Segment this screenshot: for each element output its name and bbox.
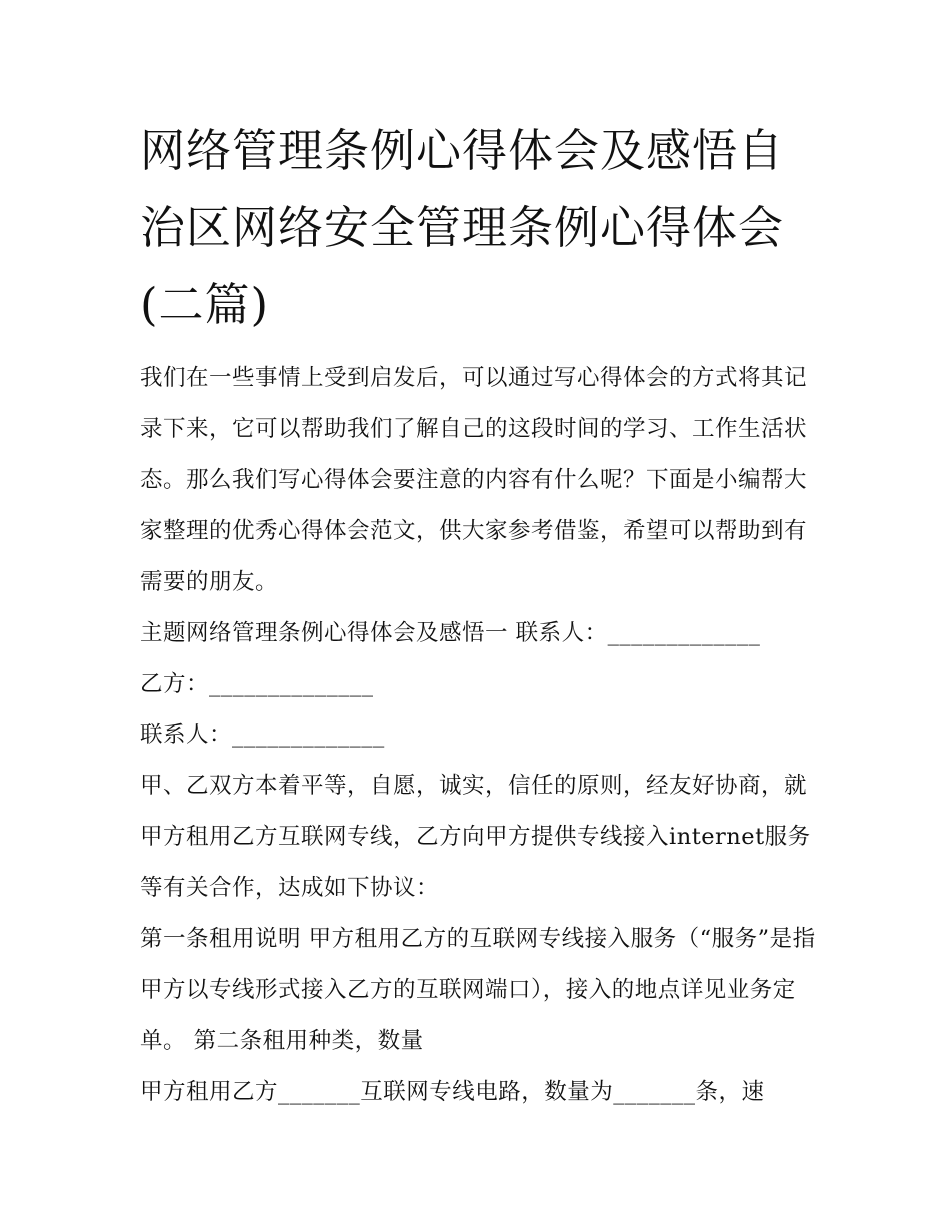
document-page	[140, 112, 820, 1118]
contact-line-2: 联系人：_____________	[140, 722, 385, 748]
article-one-paragraph: 第一条租用说明 甲方租用乙方的互联网专线接入服务（“服务”是指甲方以专线形式接入乙方的互联网端口），接入的地点详见业务定单。 第二条租用种类，数量	[140, 926, 816, 1054]
agreement-paragraph: 甲、乙双方本着平等，自愿，诚实，信任的原则，经友好协商，就甲方租用乙方互联网专线，乙方向甲方提供专线接入internet服务等有关合作，达成如下协议：	[140, 773, 811, 901]
document-title: 网络管理条例心得体会及感悟自治区网络安全管理条例心得体会(二篇)	[140, 124, 785, 331]
party-b-line: 乙方：______________	[140, 671, 374, 697]
intro-paragraph: 我们在一些事情上受到启发后，可以通过写心得体会的方式将其记录下来，它可以帮助我们了解自己的这段时间的学习、工作生活状态。那么我们写心得体会要注意的内容有什么呢？下面是小编帮大家整理的优秀心得体会范文，供大家参考借鉴，希望可以帮助到有需要的朋友。	[140, 365, 808, 595]
contact-line: 主题网络管理条例心得体会及感悟一 联系人：_____________	[140, 620, 761, 646]
article-two-paragraph: 甲方租用乙方_______互联网专线电路，数量为_______条，速	[140, 1079, 765, 1105]
